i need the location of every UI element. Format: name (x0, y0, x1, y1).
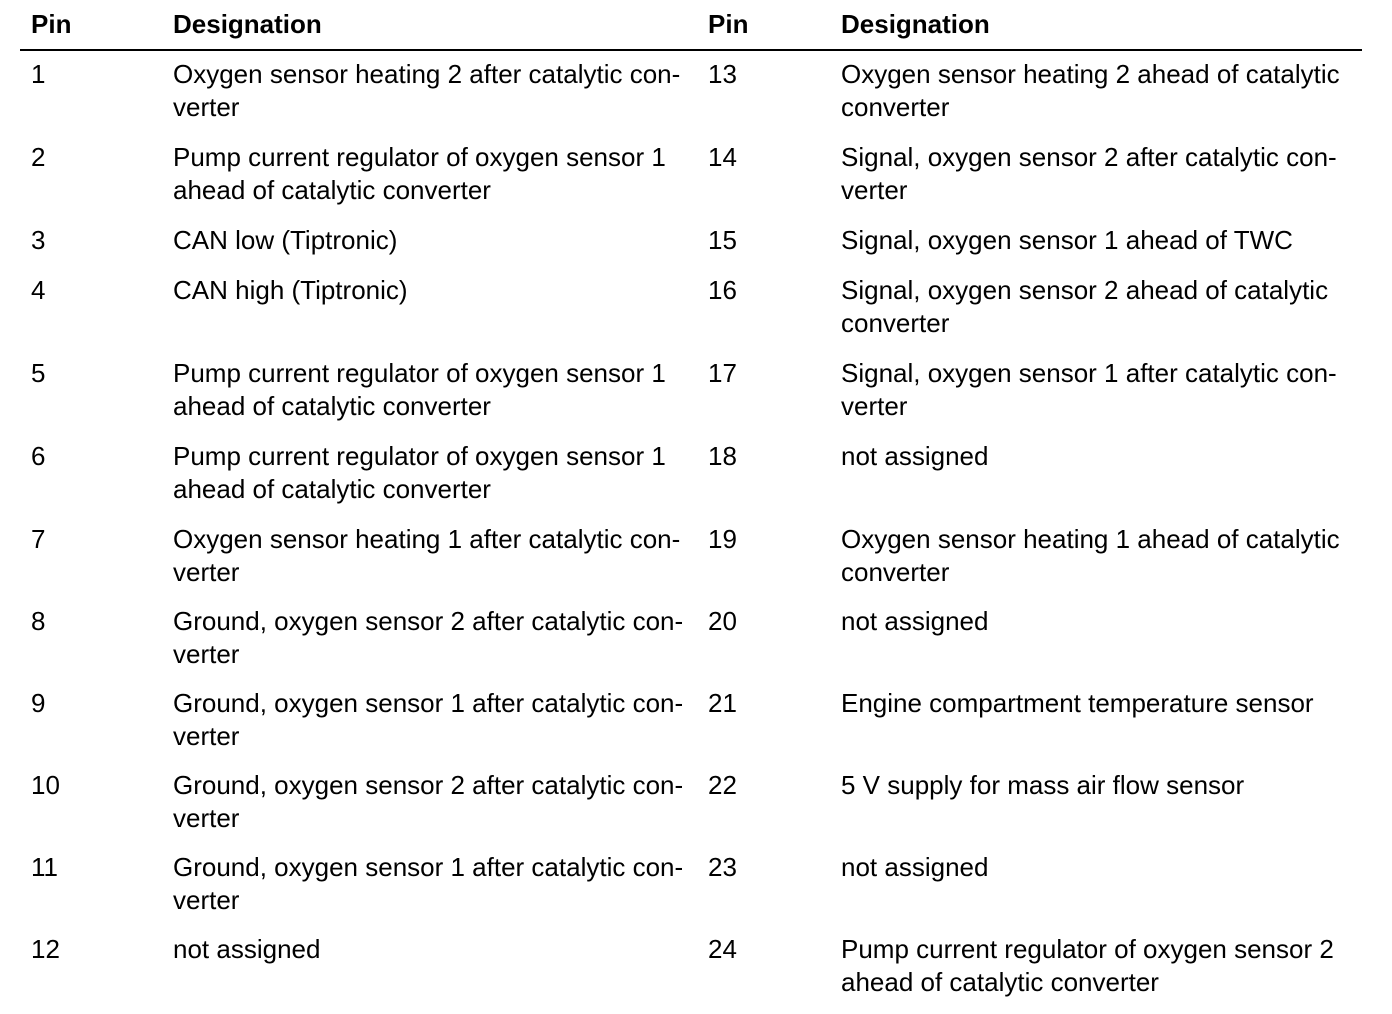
designation-left-cell: Oxygen sensor heating 1 after catalytic con- verter (173, 524, 681, 587)
header-designation-right: Designation (841, 9, 990, 39)
designation-right-cell: Signal, oxygen sensor 1 ahead of TWC (841, 225, 1293, 255)
designation-right-cell: Oxygen sensor heating 2 ahead of catalytic converter (841, 59, 1340, 122)
pin-right-cell: 16 (708, 275, 737, 305)
designation-right-cell: not assigned (841, 441, 989, 471)
pin-left-cell: 6 (31, 441, 46, 471)
designation-right-cell: Engine compartment temperature sensor (841, 688, 1314, 718)
pin-right-cell: 24 (708, 934, 737, 964)
designation-right-cell: Pump current regulator of oxygen sensor 2 ahead of catalytic converter (841, 934, 1334, 997)
header-pin-left: Pin (31, 9, 72, 39)
table-row (0, 933, 1392, 1013)
pin-right-cell: 17 (708, 358, 737, 388)
pin-right-cell: 18 (708, 441, 737, 471)
pin-left-cell: 11 (31, 852, 58, 882)
designation-left-cell: Ground, oxygen sensor 1 after catalytic con- verter (173, 852, 684, 915)
table-row (0, 605, 1392, 685)
designation-right-cell: Oxygen sensor heating 1 ahead of catalytic converter (841, 524, 1340, 587)
designation-right-cell: Signal, oxygen sensor 2 after catalytic con- verter (841, 142, 1337, 205)
pin-right-cell: 19 (708, 524, 737, 554)
pin-right-cell: 21 (708, 688, 737, 718)
table-row (0, 687, 1392, 767)
table-row (0, 523, 1392, 603)
table-row (0, 851, 1392, 931)
pin-left-cell: 4 (31, 275, 46, 305)
designation-left-cell: Ground, oxygen sensor 1 after catalytic con- verter (173, 688, 684, 751)
pin-left-cell: 5 (31, 358, 46, 388)
designation-left-cell: CAN low (Tiptronic) (173, 225, 398, 255)
designation-right-cell: not assigned (841, 606, 989, 636)
table-row (0, 440, 1392, 520)
table-row (0, 357, 1392, 437)
pin-right-cell: 20 (708, 606, 737, 636)
designation-right-cell: Signal, oxygen sensor 1 after catalytic con- verter (841, 358, 1337, 421)
header-designation-left: Designation (173, 9, 322, 39)
table-row (0, 58, 1392, 138)
table-row (0, 141, 1392, 221)
pin-left-cell: 10 (31, 770, 60, 800)
pin-left-cell: 1 (31, 59, 46, 89)
pin-right-cell: 15 (708, 225, 737, 255)
designation-left-cell: Ground, oxygen sensor 2 after catalytic con- verter (173, 770, 684, 833)
designation-left-cell: CAN high (Tiptronic) (173, 275, 408, 305)
pin-right-cell: 22 (708, 770, 737, 800)
pin-right-cell: 23 (708, 852, 737, 882)
pin-left-cell: 7 (31, 524, 46, 554)
pin-right-cell: 14 (708, 142, 737, 172)
pin-left-cell: 2 (31, 142, 46, 172)
designation-left-cell: Oxygen sensor heating 2 after catalytic con- verter (173, 59, 681, 122)
designation-left-cell: Ground, oxygen sensor 2 after catalytic con- verter (173, 606, 684, 669)
header-pin-right: Pin (708, 9, 749, 39)
designation-left-cell: Pump current regulator of oxygen sensor 1 ahead of catalytic converter (173, 358, 666, 421)
pin-left-cell: 3 (31, 225, 46, 255)
pin-left-cell: 12 (31, 934, 60, 964)
designation-left-cell: Pump current regulator of oxygen sensor 1 ahead of catalytic converter (173, 441, 666, 504)
designation-right-cell: not assigned (841, 852, 989, 882)
designation-left-cell: Pump current regulator of oxygen sensor 1 ahead of catalytic converter (173, 142, 666, 205)
table-row (0, 769, 1392, 849)
designation-left-cell: not assigned (173, 934, 321, 964)
designation-right-cell: Signal, oxygen sensor 2 ahead of catalytic converter (841, 275, 1329, 338)
pin-left-cell: 8 (31, 606, 46, 636)
pin-right-cell: 13 (708, 59, 737, 89)
table-row (0, 274, 1392, 354)
designation-right-cell: 5 V supply for mass air flow sensor (841, 770, 1245, 800)
pin-left-cell: 9 (31, 688, 46, 718)
